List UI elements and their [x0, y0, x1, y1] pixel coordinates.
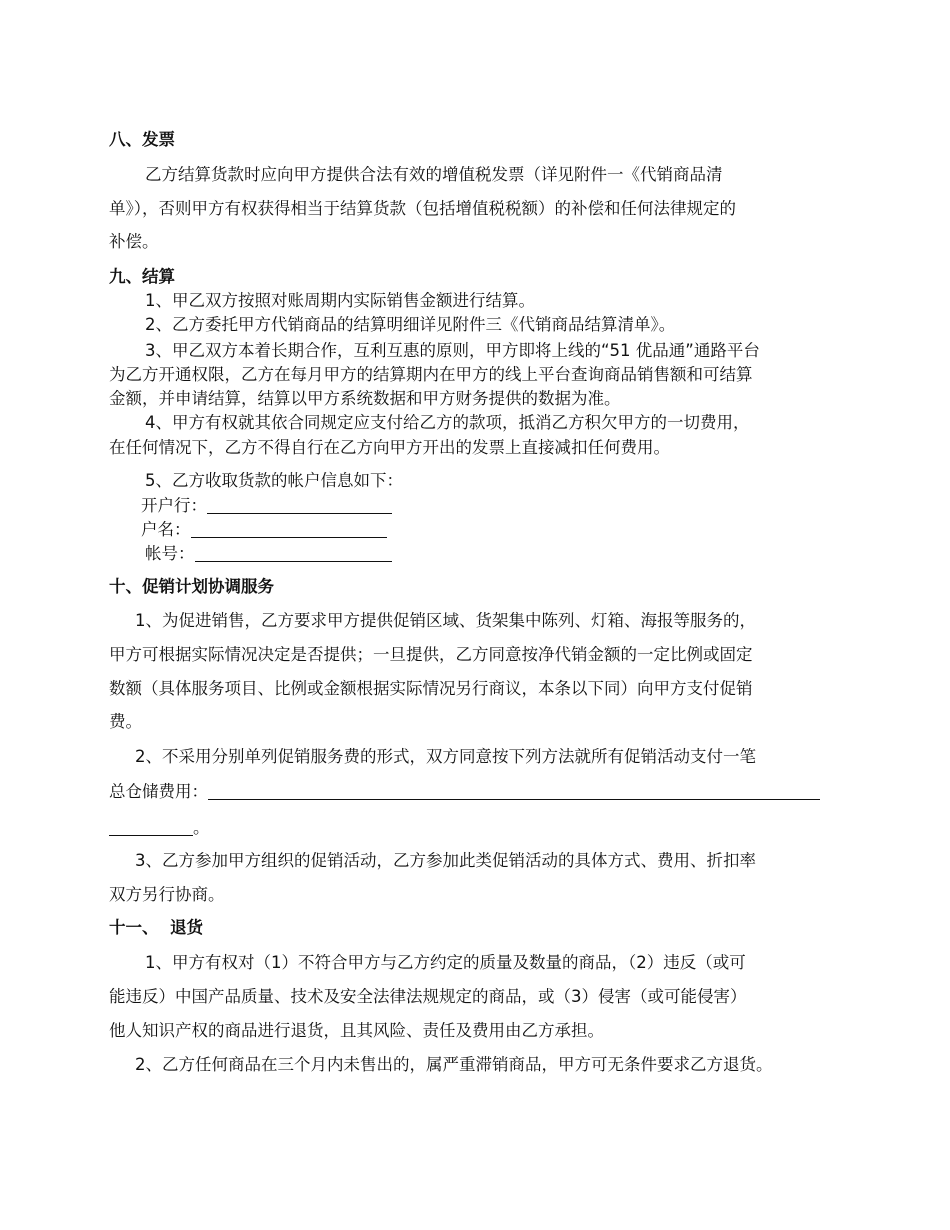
list-item: 2、乙方任何商品在三个月内未售出的，属严重滞销商品，甲方可无条件要求乙方退货。 — [135, 1055, 773, 1074]
account-number-blank — [195, 545, 392, 562]
storage-fee-blank-cont — [109, 819, 193, 836]
paragraph-line: 单》），否则甲方有权获得相当于结算货款（包括增值税税额）的补偿和任何法律规定的 — [109, 199, 736, 218]
list-item: 3、甲乙双方本着长期合作，互利互惠的原则，甲方即将上线的“51 优品通”通路平台 — [145, 341, 760, 360]
list-item: 2、不采用分别单列促销服务费的形式，双方同意按下列方法就所有促销活动支付一笔 — [135, 747, 756, 766]
storage-fee-blank — [208, 783, 820, 800]
list-item: 4、甲方有权就其依合同规定应支付给乙方的款项，抵消乙方积欠甲方的一切费用， — [145, 413, 750, 432]
storage-fee-field — [109, 781, 820, 803]
section-heading-settlement: 九、结算 — [109, 267, 175, 286]
account-number-label: 帐号： — [145, 544, 195, 563]
bank-label: 开户行： — [141, 496, 207, 515]
list-item-cont: 费。 — [109, 712, 142, 731]
list-item: 1、为促进销售，乙方要求甲方提供促销区域、货架集中陈列、灯箱、海报等服务的， — [135, 611, 756, 630]
account-number-field — [145, 543, 392, 565]
list-item: 1、甲方有权对（1）不符合甲方与乙方约定的质量及数量的商品，（2）违反（或可 — [145, 953, 746, 972]
list-item: 5、乙方收取货款的帐户信息如下： — [145, 471, 403, 490]
section-heading-returns: 十一、 退货 — [109, 918, 203, 937]
list-item-cont: 他人知识产权的商品进行退货，且其风险、责任及费用由乙方承担。 — [109, 1021, 604, 1040]
account-name-blank — [191, 521, 387, 538]
list-item: 1、甲乙双方按照对账周期内实际销售金额进行结算。 — [145, 291, 535, 310]
bank-field — [141, 495, 392, 517]
list-item-cont: 为乙方开通权限，乙方在每月甲方的结算期内在甲方的线上平台查询商品销售额和可结算 — [109, 365, 753, 384]
storage-fee-field-cont — [109, 817, 210, 839]
bank-blank — [207, 497, 392, 514]
list-item: 3、乙方参加甲方组织的促销活动，乙方参加此类促销活动的具体方式、费用、折扣率 — [135, 851, 756, 870]
storage-fee-end: 。 — [193, 818, 210, 837]
list-item-cont: 双方另行协商。 — [109, 885, 225, 904]
list-item-cont: 金额，并申请结算，结算以甲方系统数据和甲方财务提供的数据为准。 — [109, 389, 621, 408]
account-name-label: 户名： — [141, 520, 191, 539]
list-item: 2、乙方委托甲方代销商品的结算明细详见附件三《代销商品结算清单》。 — [145, 315, 676, 334]
list-item-cont: 在任何情况下，乙方不得自行在乙方向甲方开出的发票上直接减扣任何费用。 — [109, 438, 670, 457]
list-item-cont: 数额（具体服务项目、比例或金额根据实际情况另行商议，本条以下同）向甲方支付促销 — [109, 679, 753, 698]
section-heading-invoice: 八、发票 — [109, 130, 175, 149]
list-item-cont: 能违反）中国产品质量、技术及安全法律法规规定的商品，或（3）侵害（或可能侵害） — [109, 987, 747, 1006]
section-heading-promotion: 十、促销计划协调服务 — [109, 577, 274, 596]
account-name-field — [141, 519, 387, 541]
paragraph-line: 补偿。 — [109, 232, 159, 251]
storage-fee-label: 总仓储费用： — [109, 782, 208, 801]
paragraph-line: 乙方结算货款时应向甲方提供合法有效的增值税发票（详见附件一《代销商品清 — [145, 165, 723, 184]
list-item-cont: 甲方可根据实际情况决定是否提供；一旦提供，乙方同意按净代销金额的一定比例或固定 — [109, 645, 753, 664]
